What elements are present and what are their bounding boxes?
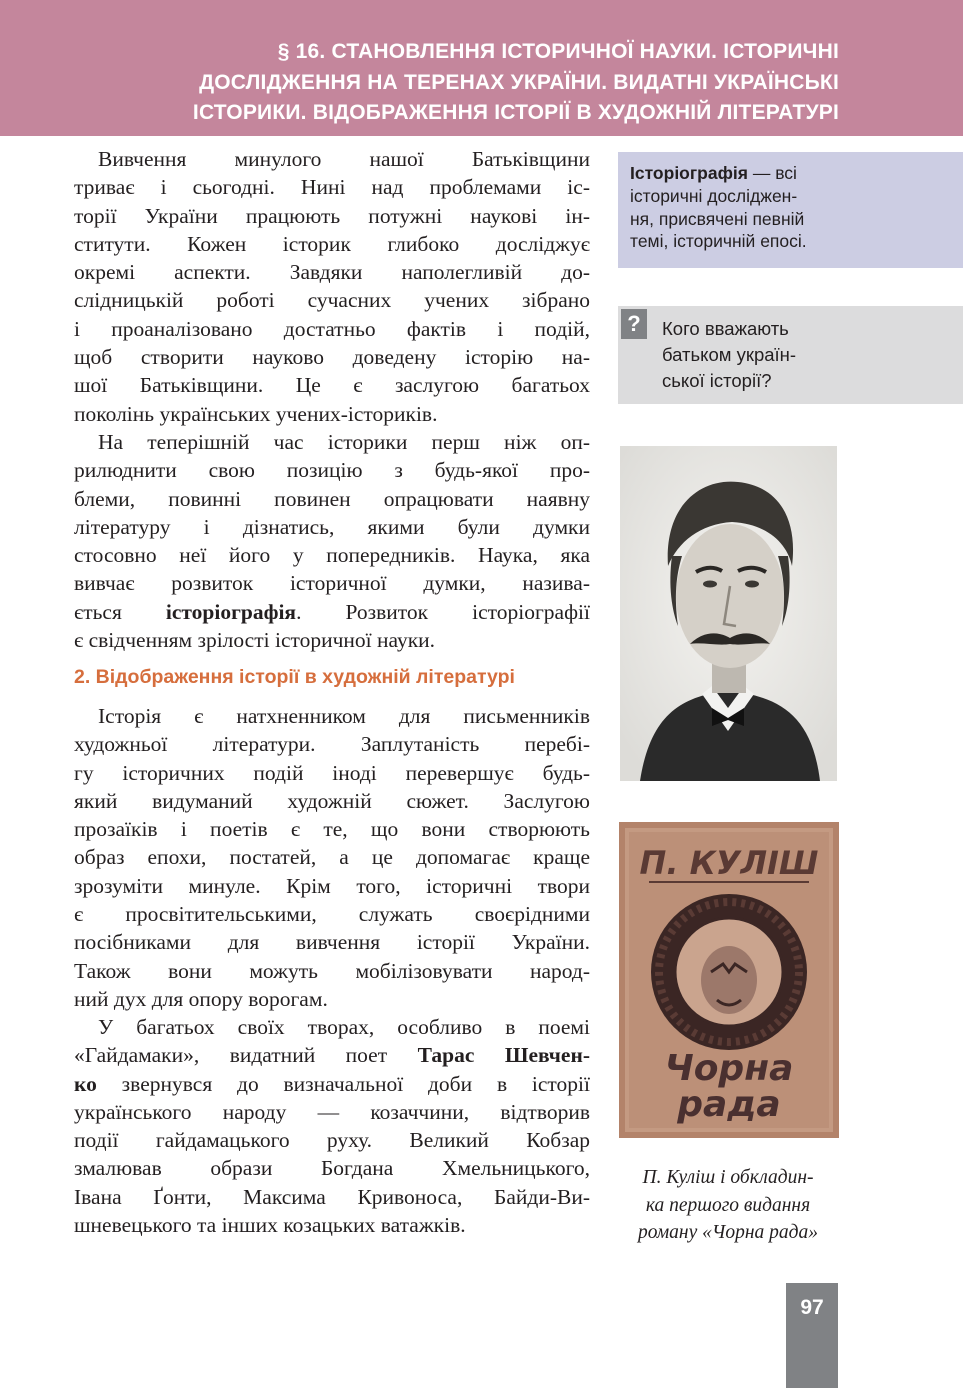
text-line: шої Батьківщини. Це є заслугою багатьох [74,373,590,398]
text-line: торії України працюють потужні наукові ін- [74,203,590,228]
caption-line: ка першого видання [645,1194,811,1216]
text-line: На теперішній час історики перш ніж оп- [98,430,590,454]
text-line: змалював образи Богдана Хмельницького, [74,1156,590,1181]
text-line: рилюднити свою позицію з будь-якої про- [74,458,590,483]
text-line: українського народу — козаччини, відтворив [74,1099,590,1124]
caption-line: роману «Чорна рада» [637,1222,818,1243]
text-fragment: ється [74,599,166,624]
paragraph-1 [74,145,590,428]
caption-line: П. Куліш і обкладин- [642,1167,814,1188]
text-line: У багатьох своїх творах, особливо в поемі [98,1015,590,1039]
question-mark-icon: ? [621,309,647,339]
text-line: Також вони можуть мобілізовувати народ- [74,958,590,983]
paragraph-2 [74,428,590,654]
name-shevchenko: Тарас Шевчен- [417,1043,590,1068]
question-box [618,306,963,404]
text-line: події гайдамацького руху. Великий Кобзар [74,1128,590,1153]
text-line: який видуманий художній сюжет. Заслугою [74,788,590,813]
header-line-3: ІСТОРИКИ. ВІДОБРАЖЕННЯ ІСТОРІЇ В ХУДОЖНІЙ ЛІТЕРАТУРІ [192,101,839,124]
question-line: батьком україн- [662,344,797,365]
definition-term: Історіографія [630,163,748,183]
text-line: поколінь українських учених-істориків. [74,401,438,426]
text-line: окремі аспекти. Завдяки наполегливій до- [74,260,590,285]
text-line: Вивчення минулого нашої Батьківщини [98,147,590,171]
text-line: вивчає розвиток історичної думки, назива- [74,571,590,596]
question-text [662,316,852,394]
text-line: Івана Ґонти, Максима Кривоноса, Байди-Ви- [74,1184,590,1209]
text-line: ститути. Кожен історик глибоко досліджує [74,231,590,256]
cover-author-title: П. КУЛІШ [639,844,819,882]
text-fragment: звернувся до визначальної доби в історії [96,1071,590,1096]
text-line [74,1070,590,1098]
text-line: щоб створити науково доведену історію на- [74,345,590,370]
text-line: Історія є натхненником для письменників [98,704,590,728]
text-line: гу історичних подій іноді перевершує будь- [74,760,590,785]
term-historiography: історіографія [165,599,297,624]
definition-line: історичні досліджен- [630,185,798,206]
book-cover-image [619,822,839,1138]
paragraph-3 [74,702,590,1013]
definition-line: ня, присвячені певній [630,208,805,229]
question-line: ської історії? [662,370,772,391]
image-caption [612,1164,844,1247]
text-line: і проаналізовано достатньо фактів і подій, [74,316,590,341]
text-line: прозаїків і поетів є те, що вони створюють [74,817,590,842]
text-line: блеми, повинні повинен опрацювати наявну [74,486,590,511]
text-line: художньої літератури. Заплутаність перебі- [74,732,590,757]
text-line: є просвітительськими, служать своєрідними [74,902,590,927]
definition-line: темі, історичній епосі. [630,231,807,252]
page-number: 97 [800,1296,824,1319]
text-line [74,1041,590,1069]
text-line: посібниками для вивчення історії України. [74,930,590,955]
text-line: слідницькій роботі сучасних учених зібрано [74,288,590,313]
text-line: зрозуміти минуле. Крім того, історичні твори [74,873,590,898]
text-fragment: . Розвиток історіографії [296,599,590,624]
text-line: образ епохи, постатей, а це допомагає краще [74,845,590,870]
text-line [74,598,590,626]
text-line: літературу і дізнатись, якими були думки [74,514,590,539]
text-line: стосовно неї його у попередників. Наука, яка [74,543,590,568]
definition-text: — всі [747,163,797,183]
section-heading: 2. Відображення історії в художній літературі [74,666,515,688]
name-shevchenko-end: ко [74,1071,97,1096]
portrait-illustration [620,446,837,781]
page-number-tab [786,1283,838,1388]
text-fragment: «Гайдамаки», видатний поет [74,1043,418,1068]
text-line: шневецького та інших козацьких ватажків. [74,1213,466,1238]
paragraph-4 [74,1013,590,1239]
cover-title-line-1: Чорна [664,1048,794,1089]
text-line: триває і сьогодні. Нині над проблемами іс- [74,175,590,200]
header-line-1: § 16. СТАНОВЛЕННЯ ІСТОРИЧНОЇ НАУКИ. ІСТОРИЧНІ [277,40,839,63]
cover-illustration [619,822,839,1138]
definition-box [618,152,963,268]
question-line: Кого вважають [662,318,789,339]
cover-title-line-2: рада [677,1084,781,1125]
text-line: ний дух для опору ворогам. [74,986,328,1011]
text-line: є свідченням зрілості історичної науки. [74,628,436,653]
portrait-kulish-image [620,446,837,781]
definition-line [630,162,953,185]
chapter-header [0,0,963,136]
header-line-2: ДОСЛІДЖЕННЯ НА ТЕРЕНАХ УКРАЇНИ. ВИДАТНІ УКРАЇНСЬКІ [199,71,839,94]
